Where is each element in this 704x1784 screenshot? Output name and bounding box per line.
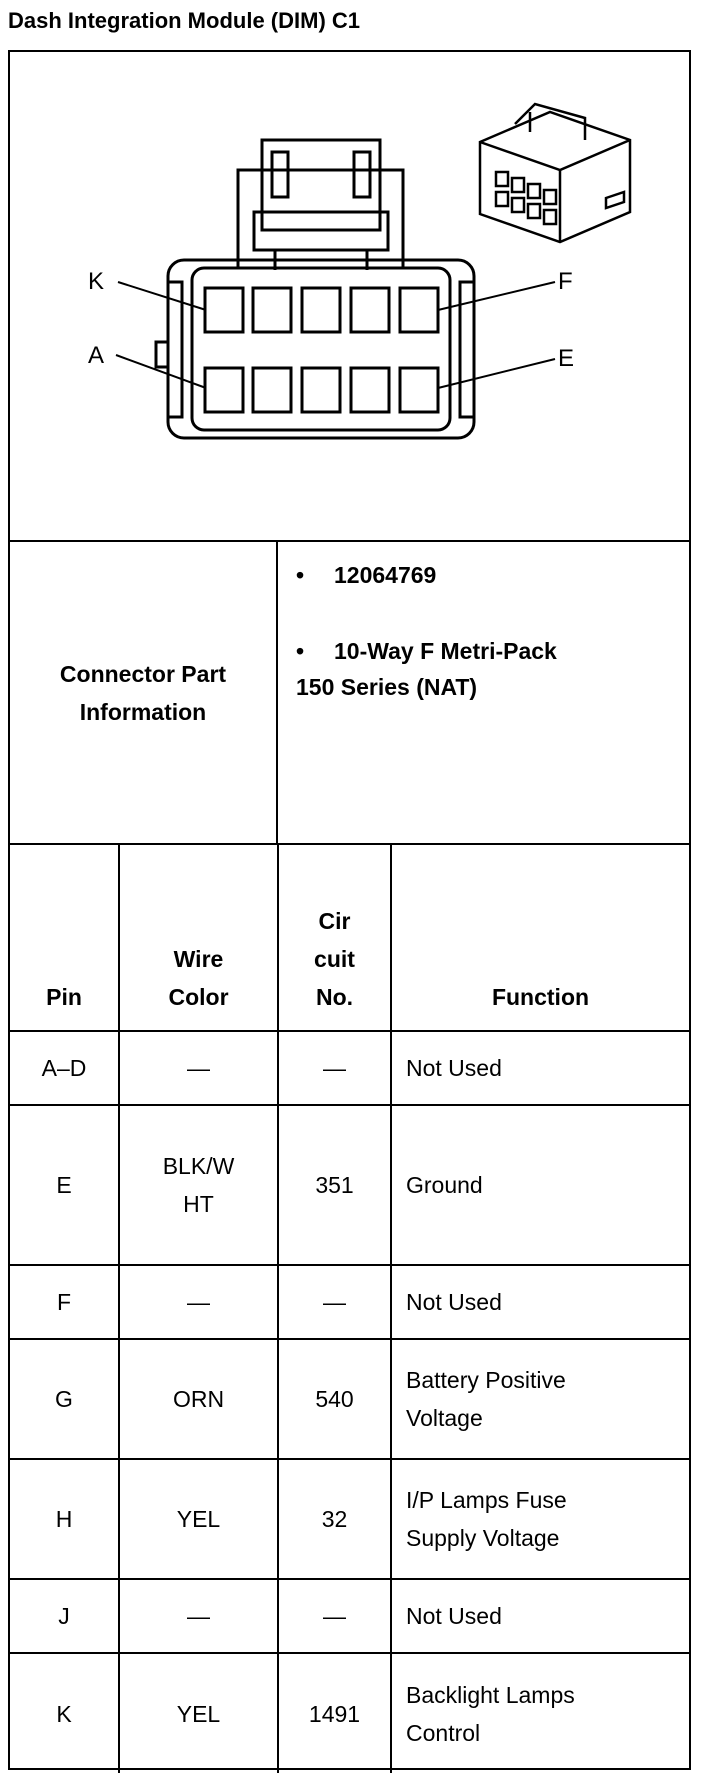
table-row: [10, 1459, 689, 1579]
connector-diagram: [10, 52, 689, 542]
pin-cell: H: [10, 1459, 119, 1579]
description-line2: 150 Series (NAT): [296, 674, 478, 700]
pin-label-k: K: [88, 268, 105, 295]
wire-color-cell: ORN: [119, 1339, 278, 1459]
function-cell: Not Used: [391, 1579, 689, 1653]
table-row: [10, 1653, 689, 1773]
part-info-label-line1: Connector Part: [59, 660, 227, 687]
header-function: Function: [391, 845, 689, 1031]
circuit-cell: —: [278, 1031, 391, 1105]
connector-table-frame: [8, 50, 691, 1770]
pin-cell: A–D: [10, 1031, 119, 1105]
table-row: [10, 1579, 689, 1653]
circuit-cell: 32: [278, 1459, 391, 1579]
part-number-line: [296, 562, 436, 589]
pin-label-a: A: [88, 342, 105, 369]
wire-color-cell: YEL: [119, 1653, 278, 1773]
pin-label-e: E: [558, 345, 575, 372]
bullet: •: [296, 562, 305, 588]
wire-color-cell: —: [119, 1579, 278, 1653]
wire-color-cell: YEL: [119, 1459, 278, 1579]
connector-face-drawing: [10, 52, 693, 540]
header-circuit-no: Cir cuit No.: [278, 845, 391, 1031]
wire-color-cell: —: [119, 1265, 278, 1339]
connector-part-information: [10, 542, 689, 845]
circuit-cell: —: [278, 1579, 391, 1653]
table-header-row: [10, 845, 689, 1031]
table-row: [10, 1105, 689, 1265]
function-cell: Not Used: [391, 1031, 689, 1105]
part-number: 12064769: [334, 562, 437, 588]
pin-label-f: F: [558, 268, 573, 295]
page-title: Dash Integration Module (DIM) C1: [8, 8, 360, 33]
wire-color-cell: BLK/W HT: [119, 1105, 278, 1265]
description-line1: 10-Way F Metri-Pack: [334, 638, 557, 664]
pin-cell: J: [10, 1579, 119, 1653]
function-cell: Battery Positive Voltage: [391, 1339, 689, 1459]
circuit-cell: 540: [278, 1339, 391, 1459]
table-row: [10, 1339, 689, 1459]
pin-table: [10, 845, 689, 1773]
pin-cell: E: [10, 1105, 119, 1265]
table-row: [10, 1265, 689, 1339]
part-info-label: [10, 542, 278, 843]
pin-cell: K: [10, 1653, 119, 1773]
pin-cell: G: [10, 1339, 119, 1459]
function-cell: Not Used: [391, 1265, 689, 1339]
pin-cell: F: [10, 1265, 119, 1339]
function-cell: I/P Lamps Fuse Supply Voltage: [391, 1459, 689, 1579]
bullet: •: [296, 638, 305, 664]
circuit-cell: 1491: [278, 1653, 391, 1773]
circuit-cell: —: [278, 1265, 391, 1339]
part-info-values: [278, 542, 689, 843]
header-wire-color: Wire Color: [119, 845, 278, 1031]
circuit-cell: 351: [278, 1105, 391, 1265]
function-cell: Ground: [391, 1105, 689, 1265]
wire-color-cell: —: [119, 1031, 278, 1105]
table-row: [10, 1031, 689, 1105]
header-pin: Pin: [10, 845, 119, 1031]
description-line: [296, 638, 557, 665]
part-info-label-line2: Information: [79, 698, 207, 725]
function-cell: Backlight Lamps Control: [391, 1653, 689, 1773]
